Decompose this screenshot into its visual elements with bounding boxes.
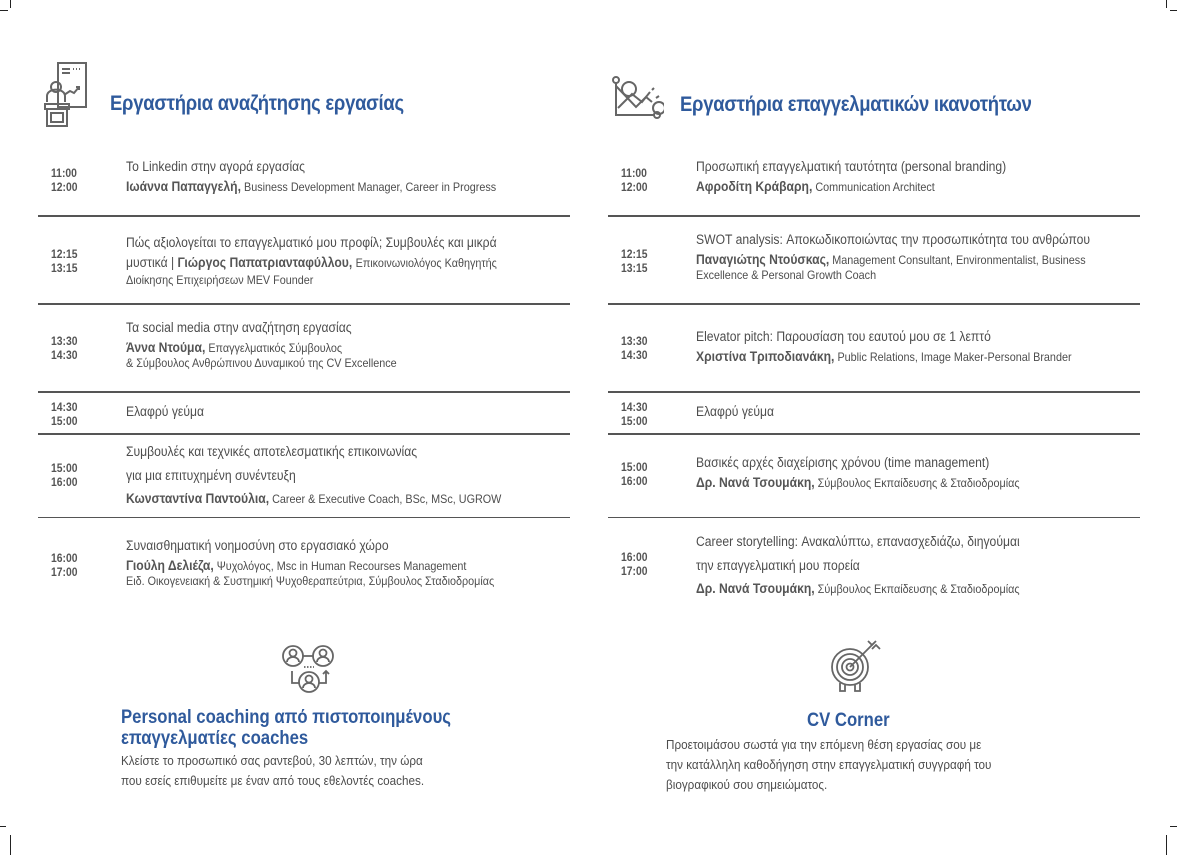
row-divider xyxy=(608,303,1140,305)
row-divider xyxy=(38,303,570,305)
speaker-name: Γιούλη Δελιέζα, xyxy=(126,558,214,573)
session-content xyxy=(126,155,570,195)
speaker-affiliation: Communication Architect xyxy=(815,180,935,194)
cv-corner-block xyxy=(666,710,1028,795)
speaker-name: Δρ. Νανά Τσουμάκη, xyxy=(696,581,815,596)
section-title: Εργαστήρια αναζήτησης εργασίας xyxy=(110,92,404,115)
coaching-text: Κλείστε το προσωπικό σας ραντεβού, 30 λεπτών, την ώρα xyxy=(121,753,423,768)
session-time: 14:30 15:00 xyxy=(621,402,648,428)
speaker-name: Χριστίνα Τριποδιανάκη, xyxy=(696,349,835,364)
row-divider xyxy=(38,391,570,393)
session-content xyxy=(126,440,570,510)
row-divider xyxy=(38,215,570,217)
row-divider xyxy=(608,433,1140,435)
session-time: 13:30 14:30 xyxy=(51,336,78,362)
cv-corner-text: Προετοιμάσου σωστά για την επόμενη θέση εργασίας σου με xyxy=(666,737,982,752)
session-content xyxy=(696,400,1140,424)
left-section-header xyxy=(42,60,444,130)
speaker-affiliation: Διοίκησης Επιχειρήσεων MEV Founder xyxy=(126,273,314,287)
session-topic: για μια επιτυχημένη συνέντευξη xyxy=(126,468,296,483)
session-topic: Το Linkedin στην αγορά εργασίας xyxy=(126,159,306,174)
row-divider xyxy=(38,433,570,435)
speaker-affiliation: Management Consultant, Environmentalist, Business xyxy=(832,253,1086,267)
coaching-title: Personal coaching από πιστοποιημένους xyxy=(121,707,451,728)
session-time: 15:00 16:00 xyxy=(51,463,78,489)
speaker-affiliation: & Σύμβουλος Ανθρώπινου Δυναμικού της CV Excellence xyxy=(126,356,397,370)
session-time: 12:15 13:15 xyxy=(621,249,648,275)
crop-mark xyxy=(0,826,6,827)
session-topic: Προσωπική επαγγελματική ταυτότητα (personal branding) xyxy=(696,159,1007,174)
session-content xyxy=(696,155,1140,195)
session-topic-prefix: μυστικά | xyxy=(126,255,178,270)
session-time: 15:00 16:00 xyxy=(621,462,648,488)
session-time: 13:30 14:30 xyxy=(621,336,648,362)
session-topic: Βασικές αρχές διαχείρισης χρόνου (time management) xyxy=(696,455,990,470)
cv-corner-text: την κατάλληλη καθοδήγηση στην επαγγελματική συγγραφή του xyxy=(666,757,992,772)
cv-corner-title: CV Corner xyxy=(807,710,890,731)
session-content xyxy=(126,534,570,589)
session-topic: Συμβουλές και τεχνικές αποτελεσματικής επικοινωνίας xyxy=(126,444,418,459)
coaching-text: που εσείς επιθυμείτε με έναν από τους εθελοντές coaches. xyxy=(121,773,425,788)
session-time: 16:00 17:00 xyxy=(621,552,648,578)
row-divider xyxy=(608,391,1140,393)
growth-chart-icon xyxy=(612,74,664,120)
session-time: 12:15 13:15 xyxy=(51,249,78,275)
speaker-name: Δρ. Νανά Τσουμάκη, xyxy=(696,475,815,490)
session-time: 16:00 17:00 xyxy=(51,553,78,579)
crop-mark xyxy=(1170,10,1177,11)
speaker-name: Ιωάννα Παπαγγελή, xyxy=(126,179,241,194)
right-section-header xyxy=(612,74,1080,120)
crop-mark xyxy=(10,0,11,8)
speaker-affiliation: Business Development Manager, Career in Progress xyxy=(243,180,497,194)
speaker-affiliation: Σύμβουλος Εκπαίδευσης & Σταδιοδρομίας xyxy=(817,476,1020,490)
speaker-affiliation: Ειδ. Οικογενειακή & Συστημική Ψυχοθεραπεύτρια, Σύμβουλος Σταδιοδρομίας xyxy=(126,574,495,588)
left-schedule xyxy=(38,150,570,640)
crop-mark xyxy=(1166,0,1167,8)
session-content xyxy=(126,400,570,424)
session-content xyxy=(696,451,1140,491)
speaker-affiliation: Public Relations, Image Maker-Personal Brander xyxy=(837,350,1072,364)
speaker-affiliation: Επαγγελματικός Σύμβουλος xyxy=(208,341,343,355)
session-topic: Πώς αξιολογείται το επαγγελματικό μου προφίλ; Συμβουλές και μικρά xyxy=(126,235,497,250)
speaker-name: Κωνσταντίνα Παντούλια, xyxy=(126,491,270,506)
session-content xyxy=(696,530,1140,600)
coaching-title: επαγγελματίες coaches xyxy=(121,728,309,749)
speaker-name: Αφροδίτη Κράβαρη, xyxy=(696,179,813,194)
speaker-affiliation: Ψυχολόγος, Msc in Human Recourses Management xyxy=(216,559,467,573)
presenter-chart-icon xyxy=(42,60,90,130)
crop-mark xyxy=(1166,835,1167,855)
speaker-name: Άννα Ντούμα, xyxy=(126,340,206,355)
speaker-name: Γιώργος Παπατριανταφύλλου, xyxy=(177,255,353,270)
crop-mark xyxy=(1170,826,1177,827)
session-topic: Ελαφρύ γεύμα xyxy=(696,404,774,419)
speaker-name: Παναγιώτης Ντούσκας, xyxy=(696,252,830,267)
target-arrow-icon xyxy=(826,637,882,697)
session-time: 11:00 12:00 xyxy=(621,168,648,194)
row-divider xyxy=(38,517,570,518)
speaker-affiliation: Σύμβουλος Εκπαίδευσης & Σταδιοδρομίας xyxy=(817,582,1020,596)
session-topic: SWOT analysis: Αποκωδικοποιώντας την προσωπικότητα του ανθρώπου xyxy=(696,232,1090,247)
coaching-block xyxy=(121,707,496,791)
session-content xyxy=(126,316,570,371)
row-divider xyxy=(608,215,1140,217)
session-topic: την επαγγελματική μου πορεία xyxy=(696,558,860,573)
session-content xyxy=(126,232,570,288)
session-time: 11:00 12:00 xyxy=(51,168,78,194)
crop-mark xyxy=(0,10,8,11)
session-topic: Ελαφρύ γεύμα xyxy=(126,404,204,419)
right-schedule xyxy=(608,150,1140,640)
session-content xyxy=(696,325,1140,365)
section-title: Εργαστήρια επαγγελματικών ικανοτήτων xyxy=(680,93,1032,116)
speaker-affiliation: Career & Executive Coach, BSc, MSc, UGROW xyxy=(272,492,502,506)
speaker-affiliation: Επικοινωνιολόγος Καθηγητής xyxy=(355,256,497,270)
people-network-icon xyxy=(280,643,338,693)
session-content xyxy=(696,228,1140,283)
row-divider xyxy=(608,517,1140,518)
speaker-affiliation: Excellence & Personal Growth Coach xyxy=(696,268,877,282)
session-topic: Συναισθηματική νοημοσύνη στο εργασιακό χώρο xyxy=(126,538,389,553)
session-topic: Τα social media στην αναζήτηση εργασίας xyxy=(126,320,352,335)
session-topic: Elevator pitch: Παρουσίαση του εαυτού μου σε 1 λεπτό xyxy=(696,329,991,344)
cv-corner-text: βιογραφικού σου σημειώματος. xyxy=(666,777,828,792)
session-time: 14:30 15:00 xyxy=(51,402,78,428)
session-topic: Career storytelling: Ανακαλύπτω, επανασχεδιάζω, διηγούμαι xyxy=(696,534,1020,549)
crop-mark xyxy=(10,835,11,855)
